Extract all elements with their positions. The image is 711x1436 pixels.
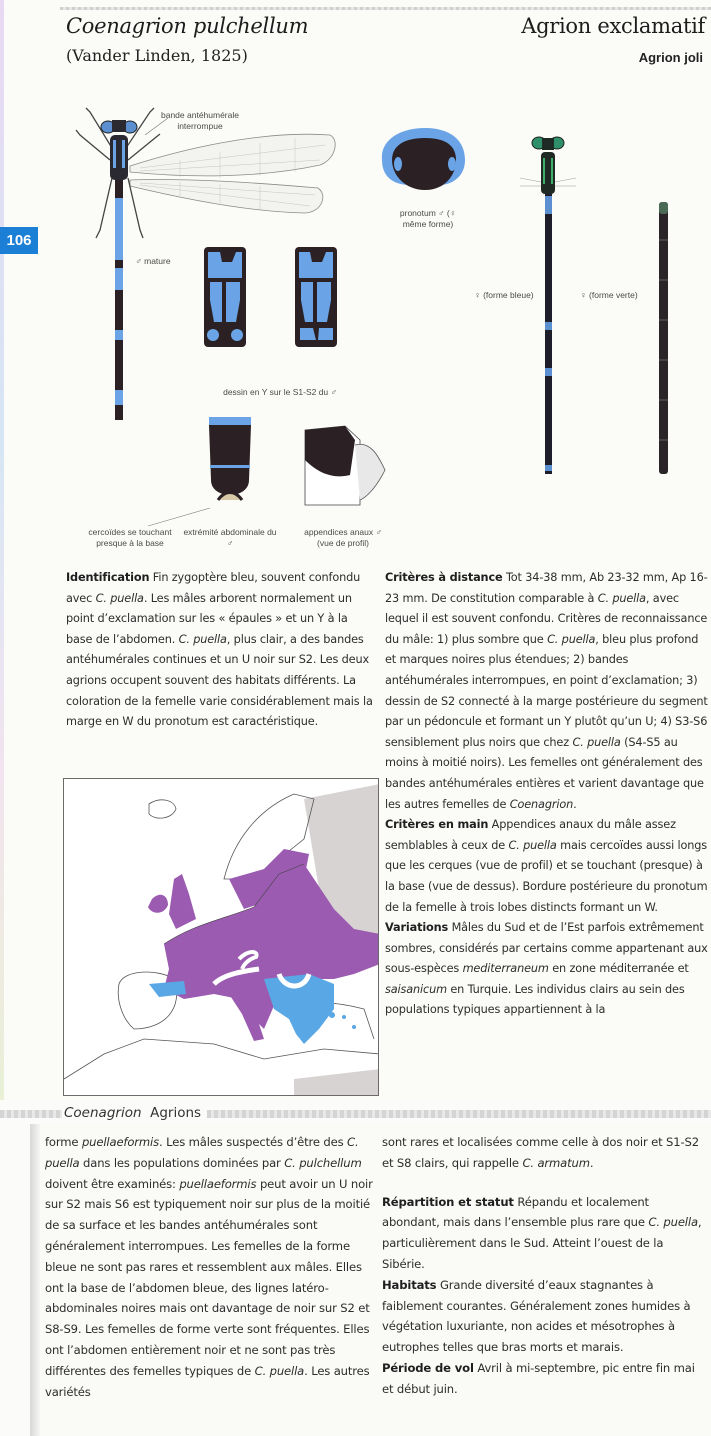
divider-band-left [0,1110,62,1118]
section-criteres-main: Critères en main Appendices anaux du mâle assez semblables à ceux de C. puella mais cercoïdes aussi longs que les cerques (vue de profil) et se touchant (presque) à la base (vue de dessus). Bordure postérieure du pronotum de la femelle à trois lobes distincts formant un W. [385,818,708,914]
caption-female-green: ♀ (forme verte) [580,290,638,300]
running-header-label [62,1105,207,1121]
distribution-map [63,778,379,1096]
segment-s1-s2-variant-icon [295,247,337,347]
criteres-distance-heading: Critères à distance [385,571,503,584]
variations-heading: Variations [385,921,449,935]
divider-band-right [200,1110,711,1118]
caption-y-pattern: dessin en Y sur le S1-S2 du ♂ [223,387,337,397]
europe-map-icon [64,779,379,1096]
identification-heading: Identification [66,571,150,584]
female-blue-form-icon [520,137,576,474]
page-number-tab: 106 [0,227,38,254]
section-periode-vol: Période de vol Avril à mi-septembre, pic entre fin mai et début juin. [382,1360,695,1396]
author-citation: (Vander Linden, 1825) [66,46,248,65]
anal-appendages-icon [305,426,385,505]
section-habitats: Habitats Grande diversité d’eaux stagnantes à faiblement courantes. Généralement zones humides à végétation luxuriante, non acides et mésotrophes à eutrophes telles que bras morts et marais. [382,1277,691,1355]
caption-antehumeral: bande antéhumérale interrompue [161,110,239,131]
caption-cercoids: cercoïdes se touchant presque à la base [88,527,172,548]
section-criteres-distance: Critères à distance Tot 34-38 mm, Ab 23-32 mm, Ap 16-23 mm. De constitution comparable à C. puella, avec lequel il est souvent confondu. Critères de reconnaissance du mâle: 1) plus sombre que C. puella, bleu plus profond et marques noires plus étendues; 2) bandes antéhumérales interrompues, en point d’exclamation; 3) dessin de S2 connecté à la marge postérieure du segment par un pédoncule et formant un Y plutôt qu’un U; 4) S3-S6 sensiblement plus noirs que chez C. puella (S4-S5 au moins à moitié noirs). Les femelles ont généralement des bandes antéhumérales entières et varient davantage que les autres femelles de Coenagrion. [385,571,708,811]
genus-name: Coenagrion [64,1105,142,1121]
habitats-heading: Habitats [382,1277,437,1292]
section-repartition: Répartition et statut Répandu et localement abondant, mais dans l’ensemble plus rare que C. puella, particulièrement dans le Sud. Atteint l’ouest de la Sibérie. [382,1194,702,1271]
french-name: Agrion exclamatif [521,14,705,38]
dragonfly-illustrations [0,90,711,560]
female-green-form-icon [659,202,668,474]
top-rule [60,7,711,10]
page-gutter-shadow [30,1124,40,1436]
continued-right-text: sont rares et localisées comme celle à dos noir et S1-S2 et S8 clairs, qui rappelle C. armatum. [382,1135,699,1170]
group-name: Agrions [150,1105,202,1121]
caption-male-mature: ♂ mature [135,256,171,266]
repartition-heading: Répartition et statut [382,1194,514,1209]
french-alt-name: Agrion joli [638,50,703,65]
pronotum-icon [382,128,465,190]
section-criteria-right [385,568,710,1021]
running-header [0,1104,711,1124]
illustration-plate [0,90,711,560]
section-continued-left: forme puellaeformis. Les mâles suspectés d’être des C. puella dans les populations dominées par C. pulchellum doivent être examinés: puellaeformis peut avoir un U noir sur S2 mais S6 est typiquement noir sur plus de la moitié de sa surface et les bandes antéhumérales sont généralement interrompues. Les femelles de la forme bleue ne sont pas rares et ressemblent aux mâles. Elles ont la base de l’abdomen bleue, des lignes latéro-abdominales noires mais ont davantage de noir sur S2 et S8-S9. Les femelles de forme verte sont fréquentes. Elles ont l’abdomen entièrement noir et ne sont pas très différentes des femelles typiques de C. puella. Les autres variétés [45,1135,373,1399]
section-identification: Identification Fin zygoptère bleu, souvent confondu avec C. puella. Les mâles arborent normalement un point d’exclamation sur les « épaules » et un Y à la base de l’abdomen. C. puella, plus clair, a des bandes antéhumérales continues et un U noir sur S2. Les deux agrions occupent souvent des habitats différents. La coloration de la femelle varie considérablement mais la marge en W du pronotum est caractéristique. [66,571,373,729]
section-continued-right [382,1132,704,1400]
section-variations: Variations Mâles du Sud et de l’Est parfois extrêmement sombres, considérés par certains comme appartenant aux sous-espèces mediterraneum en zone méditerranée et saisanicum en Turquie. Les individus clairs au sein des populations typiques appartiennent à la [385,921,708,1017]
caption-female-blue: ♀ (forme bleue) [474,290,534,300]
abdominal-tip-icon [209,417,251,500]
latin-name: Coenagrion pulchellum [66,14,309,38]
caption-pronotum: pronotum ♂ (♀ même forme) [399,208,457,229]
segment-s1-s2-icon [204,247,246,347]
periode-heading: Période de vol [382,1360,474,1375]
caption-anal-appendages: appendices anaux ♂ (vue de profil) [304,527,382,548]
caption-abdominal-tip: extrémité abdominale du ♂ [183,527,277,548]
criteres-main-heading: Critères en main [385,818,489,832]
